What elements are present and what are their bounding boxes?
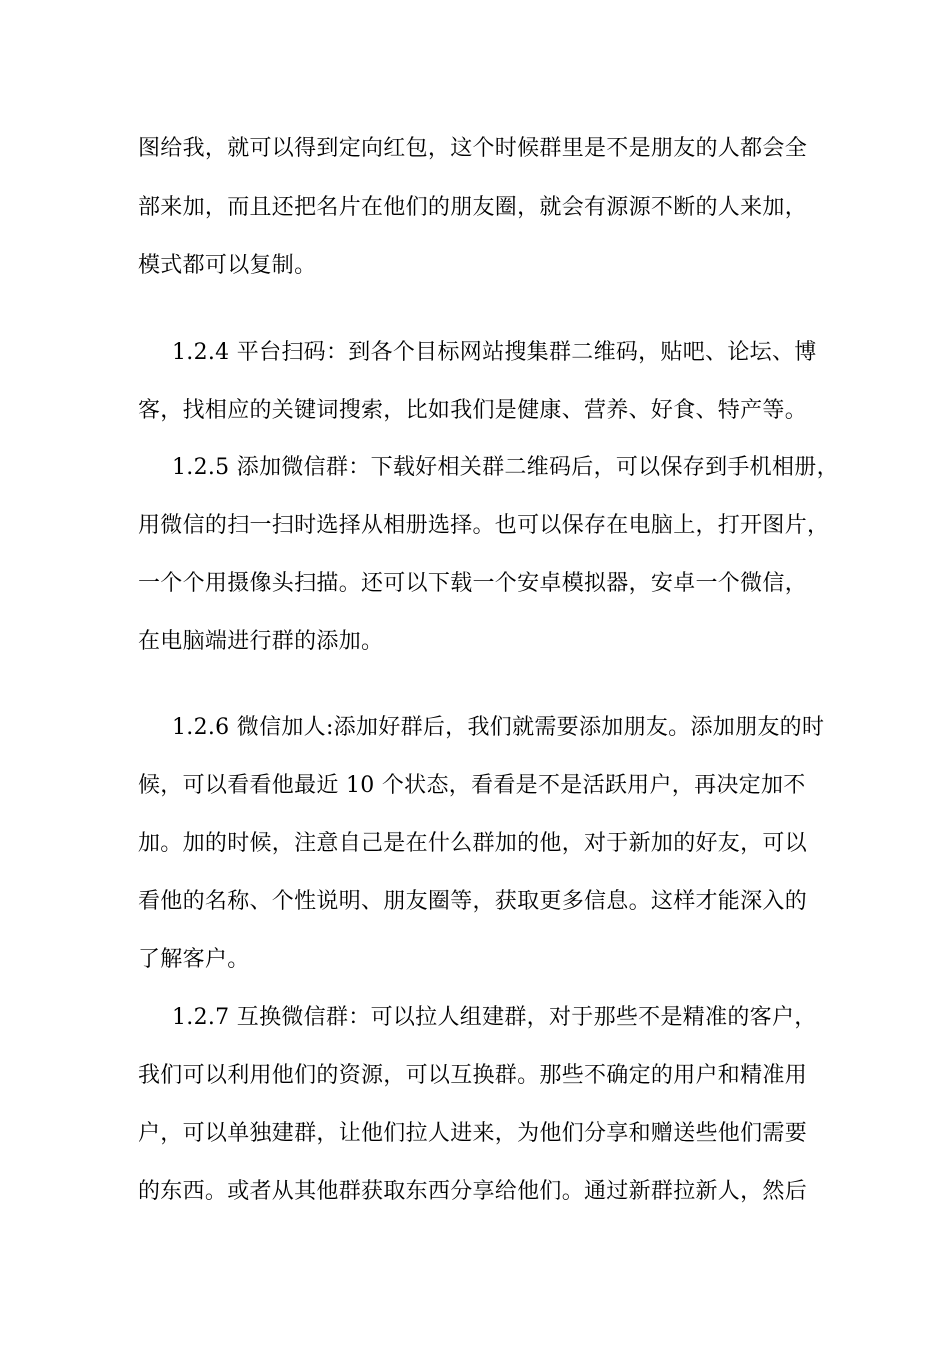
text-line: 加。加的时候，注意自己是在什么群加的他，对于新加的好友，可以 (138, 831, 808, 856)
text-line: 在电脑端进行群的添加。 (138, 629, 384, 654)
text-line: 户，可以单独建群，让他们拉人进来，为他们分享和赠送些他们需要 (138, 1121, 808, 1146)
text-line: 图给我，就可以得到定向红包，这个时候群里是不是朋友的人都会全 (138, 136, 808, 161)
text-line: 1.2.7 互换微信群：可以拉人组建群，对于那些不是精准的客户， (172, 1005, 817, 1030)
text-line: 一个个用摄像头扫描。还可以下载一个安卓模拟器，安卓一个微信， (138, 571, 808, 596)
text-line: 了解客户。 (138, 947, 250, 972)
text-line: 部来加，而且还把名片在他们的朋友圈，就会有源源不断的人来加， (138, 195, 808, 220)
text-line: 的东西。或者从其他群获取东西分享给他们。通过新群拉新人，然后 (138, 1179, 808, 1204)
text-line: 模式都可以复制。 (138, 253, 317, 278)
text-line: 1.2.6 微信加人:添加好群后，我们就需要添加朋友。添加朋友的时 (172, 715, 825, 740)
text-line: 1.2.5 添加微信群：下载好相关群二维码后，可以保存到手机相册， (172, 455, 839, 480)
text-line: 候，可以看看他最近 10 个状态，看看是不是活跃用户，再决定加不 (138, 773, 806, 798)
text-line: 客，找相应的关键词搜索，比如我们是健康、营养、好食、特产等。 (138, 398, 808, 423)
text-line: 用微信的扫一扫时选择从相册选择。也可以保存在电脑上，打开图片， (138, 513, 830, 538)
text-line: 我们可以利用他们的资源，可以互换群。那些不确定的用户和精准用 (138, 1063, 808, 1088)
text-line: 1.2.4 平台扫码：到各个目标网站搜集群二维码，贴吧、论坛、博 (172, 340, 817, 365)
text-line: 看他的名称、个性说明、朋友圈等，获取更多信息。这样才能深入的 (138, 889, 808, 914)
